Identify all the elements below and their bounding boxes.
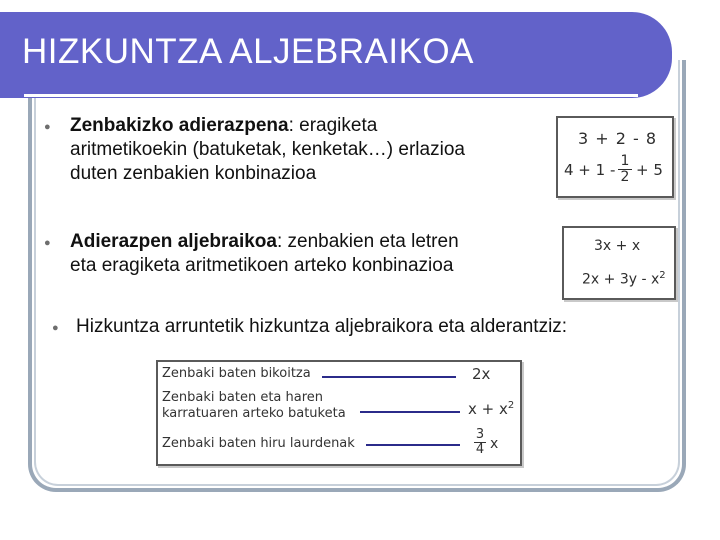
bullet-2-term: Adierazpen aljebraikoa xyxy=(70,231,277,252)
bullet-dot: ● xyxy=(44,237,51,249)
bullet-3-text: Hizkuntza arruntetik hizkuntza aljebraikora eta alderantziz: xyxy=(76,316,568,337)
numeric-expression-image: 3 + 2 - 8 4 + 1 - 1 2 + 5 xyxy=(556,116,674,198)
connector-line xyxy=(322,376,456,378)
algebraic-expression-image: 3x + x $2x + 3y - x^2$ xyxy=(562,226,676,300)
connector-line xyxy=(366,444,460,446)
bullet-2-text: Adierazpen aljebraikoa: zenbakien eta letren eta eragiketa aritmetikoen arteko konbinazioa xyxy=(70,231,459,276)
bullet-dot: ● xyxy=(44,121,51,133)
bullet-1-text: Zenbakizko adierazpena: eragiketa aritmetikoekin (batuketak, kenketak…) erlazioa duten zenbakien konbinazioa xyxy=(70,115,465,184)
bullet-dot: ● xyxy=(52,322,59,334)
title-underline xyxy=(24,94,638,97)
translation-table-image: Zenbaki baten bikoitza 2x Zenbaki baten eta haren karratuaren arteko batuketa $x + x^2$ Zenbaki baten hiru laurdenak 3 4 x xyxy=(156,360,522,466)
connector-line xyxy=(360,411,460,413)
bullet-1-term: Zenbakizko adierazpena xyxy=(70,115,289,136)
slide-title: HIZKUNTZA ALJEBRAIKOA xyxy=(22,32,474,71)
